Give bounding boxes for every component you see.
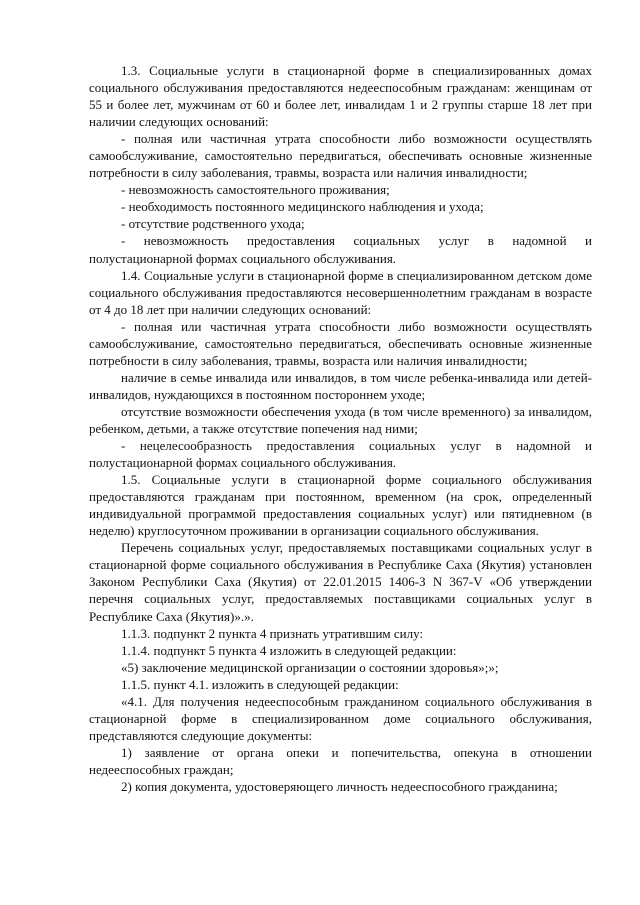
paragraph-1-5: 1.5. Социальные услуги в стационарной форме социального обслуживания предоставляются гражданам при постоянном, временном (на срок, определенный индивидуальной программой предоставления социальных услуг) или пятидневном (в неделю) круглосуточном проживании в организации социального обслуживания. (89, 472, 592, 539)
list-item-disabled-family: наличие в семье инвалида или инвалидов, в том числе ребенка-инвалида или детей-инвалидов, нуждающихся в постоянном постороннем уходе; (89, 369, 592, 402)
list-item-no-care: отсутствие возможности обеспечения ухода (в том числе временного) за инвалидом, ребенком, детьми, а также отсутствие попечения над ними; (89, 403, 592, 436)
list-item-relatives: - отсутствие родственного ухода; (121, 216, 305, 232)
paragraph-1-1-4: 1.1.4. подпункт 5 пункта 4 изложить в следующей редакции: (121, 642, 457, 658)
paragraph-1-1-3: 1.1.3. подпункт 2 пункта 4 признать утратившим силу: (121, 625, 424, 641)
list-item-medical: - необходимость постоянного медицинского наблюдения и ухода; (121, 199, 484, 215)
paragraph-1-3: 1.3. Социальные услуги в стационарной форме в специализированных домах социального обслуживания предоставляются недееспособным гражданам: женщинам от 55 и более лет, мужчинам от 60 и более лет, инвалидам 1 и 2 группы старше 18 лет при наличии следующих оснований: (89, 63, 592, 130)
paragraph-4-1: «4.1. Для получения недееспособным гражданином социального обслуживания в стационарной форме в специализированном доме социального обслуживания, представляются следующие документы: (89, 693, 592, 743)
paragraph-services-list: Перечень социальных услуг, предоставляемых поставщиками социальных услуг в стационарной форме социального обслуживания в Республике Саха (Якутия) установлен Законом Республики Саха (Якутия) от 22.01.2015 1406-З N 367-V «Об утверждении перечня социальных услуг, предоставляемых поставщиками социальных услуг в Республике Саха (Якутия)».». (89, 540, 592, 624)
list-item-self-care-children: - полная или частичная утрата способности либо возможности осуществлять самообслуживание, самостоятельно передвигаться, обеспечивать основные жизненные потребности в силу заболевания, травмы, возраста или наличия инвалидности; (89, 318, 592, 368)
list-item-inexpediency: - нецелесообразность предоставления социальных услуг в надомной и полустационарной формах социального обслуживания. (89, 438, 592, 471)
list-item-home-service: - невозможность предоставления социальных услуг в надомной и полустационарной формах социального обслуживания. (89, 233, 592, 266)
document-list-item-2: 2) копия документа, удостоверяющего личность недееспособного гражданина; (121, 778, 558, 794)
paragraph-item-5: «5) заключение медицинской организации о состоянии здоровья»;»; (121, 659, 499, 675)
list-item-living: - невозможность самостоятельного проживания; (121, 182, 390, 198)
paragraph-1-4: 1.4. Социальные услуги в стационарной форме в специализированном детском доме социального обслуживания предоставляются несовершеннолетним гражданам в возрасте от 4 до 18 лет при наличии следующих оснований: (89, 267, 592, 317)
paragraph-1-1-5: 1.1.5. пункт 4.1. изложить в следующей редакции: (121, 676, 399, 692)
list-item-self-care: - полная или частичная утрата способности либо возможности осуществлять самообслуживание, самостоятельно передвигаться, обеспечивать основные жизненные потребности в силу заболевания, травмы, возраста или наличия инвалидности; (89, 131, 592, 181)
document-list-item-1: 1) заявление от органа опеки и попечительства, опекуна в отношении недееспособных граждан; (89, 744, 592, 777)
